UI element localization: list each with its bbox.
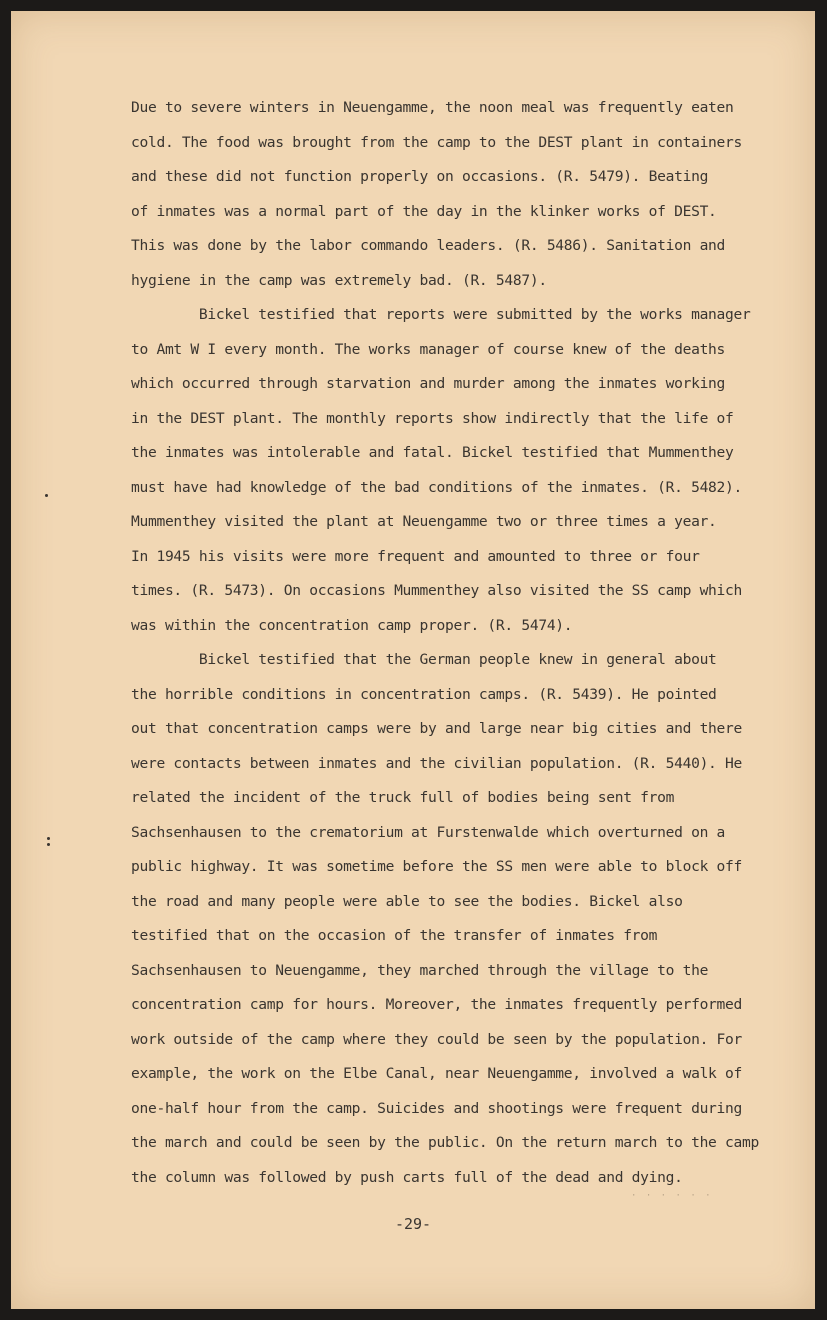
- text-line: Bickel testified that reports were submitted by the works manager: [131, 306, 751, 323]
- text-line: the inmates was intolerable and fatal. Bickel testified that Mummenthey: [131, 444, 734, 461]
- document-body: [131, 91, 771, 1195]
- text-line: out that concentration camps were by and large near big cities and there: [131, 720, 743, 737]
- text-line: the road and many people were able to see the bodies. Bickel also: [131, 892, 683, 910]
- faint-bleed-through: · · · · · ·: [631, 1191, 713, 1201]
- document-page: [11, 11, 815, 1309]
- text-line: to Amt W I every month. The works manager of course knew of the deaths: [131, 340, 726, 358]
- text-line: and these did not function properly on occasions. (R. 5479). Beating: [131, 168, 709, 185]
- text-line: were contacts between inmates and the civilian population. (R. 5440). He: [131, 754, 743, 772]
- text-line: testified that on the occasion of the transfer of inmates from: [131, 927, 658, 944]
- text-line: related the incident of the truck full of bodies being sent from: [131, 789, 675, 806]
- text-line: hygiene in the camp was extremely bad. (R. 5487).: [131, 271, 547, 289]
- text-line: in the DEST plant. The monthly reports show indirectly that the life of: [131, 409, 734, 427]
- text-line: Due to severe winters in Neuengamme, the noon meal was frequently eaten: [131, 99, 734, 116]
- margin-mark: [45, 494, 48, 497]
- margin-mark: [47, 837, 50, 840]
- text-line: This was done by the labor commando leaders. (R. 5486). Sanitation and: [131, 237, 726, 254]
- text-line: cold. The food was brought from the camp to the DEST plant in containers: [131, 133, 743, 151]
- text-line: public highway. It was sometime before the SS men were able to block off: [131, 858, 743, 875]
- text-line: one-half hour from the camp. Suicides and shootings were frequent during: [131, 1099, 743, 1117]
- text-line: which occurred through starvation and murder among the inmates working: [131, 375, 726, 392]
- page-number: -29-: [394, 1215, 432, 1233]
- text-line: Sachsenhausen to the crematorium at Furstenwalde which overturned on a: [131, 823, 726, 841]
- text-line: In 1945 his visits were more frequent and amounted to three or four: [131, 547, 700, 565]
- text-line: the column was followed by push carts full of the dead and dying.: [131, 1168, 683, 1186]
- text-line: of inmates was a normal part of the day in the klinker works of DEST.: [131, 202, 717, 220]
- text-line: Mummenthey visited the plant at Neuengamme two or three times a year.: [131, 513, 717, 530]
- margin-mark: [47, 843, 50, 846]
- text-line: work outside of the camp where they could be seen by the population. For: [131, 1030, 743, 1048]
- text-line: was within the concentration camp proper. (R. 5474).: [131, 616, 573, 634]
- text-line: times. (R. 5473). On occasions Mummenthey also visited the SS camp which: [131, 582, 743, 599]
- text-line: Sachsenhausen to Neuengamme, they marched through the village to the: [131, 961, 709, 979]
- text-line: Bickel testified that the German people knew in general about: [131, 651, 717, 668]
- text-line: example, the work on the Elbe Canal, near Neuengamme, involved a walk of: [131, 1065, 743, 1082]
- text-line: concentration camp for hours. Moreover, the inmates frequently performed: [131, 996, 743, 1013]
- text-line: the march and could be seen by the public. On the return march to the camp: [131, 1134, 759, 1151]
- text-line: must have had knowledge of the bad conditions of the inmates. (R. 5482).: [131, 478, 743, 496]
- text-line: the horrible conditions in concentration camps. (R. 5439). He pointed: [131, 685, 717, 703]
